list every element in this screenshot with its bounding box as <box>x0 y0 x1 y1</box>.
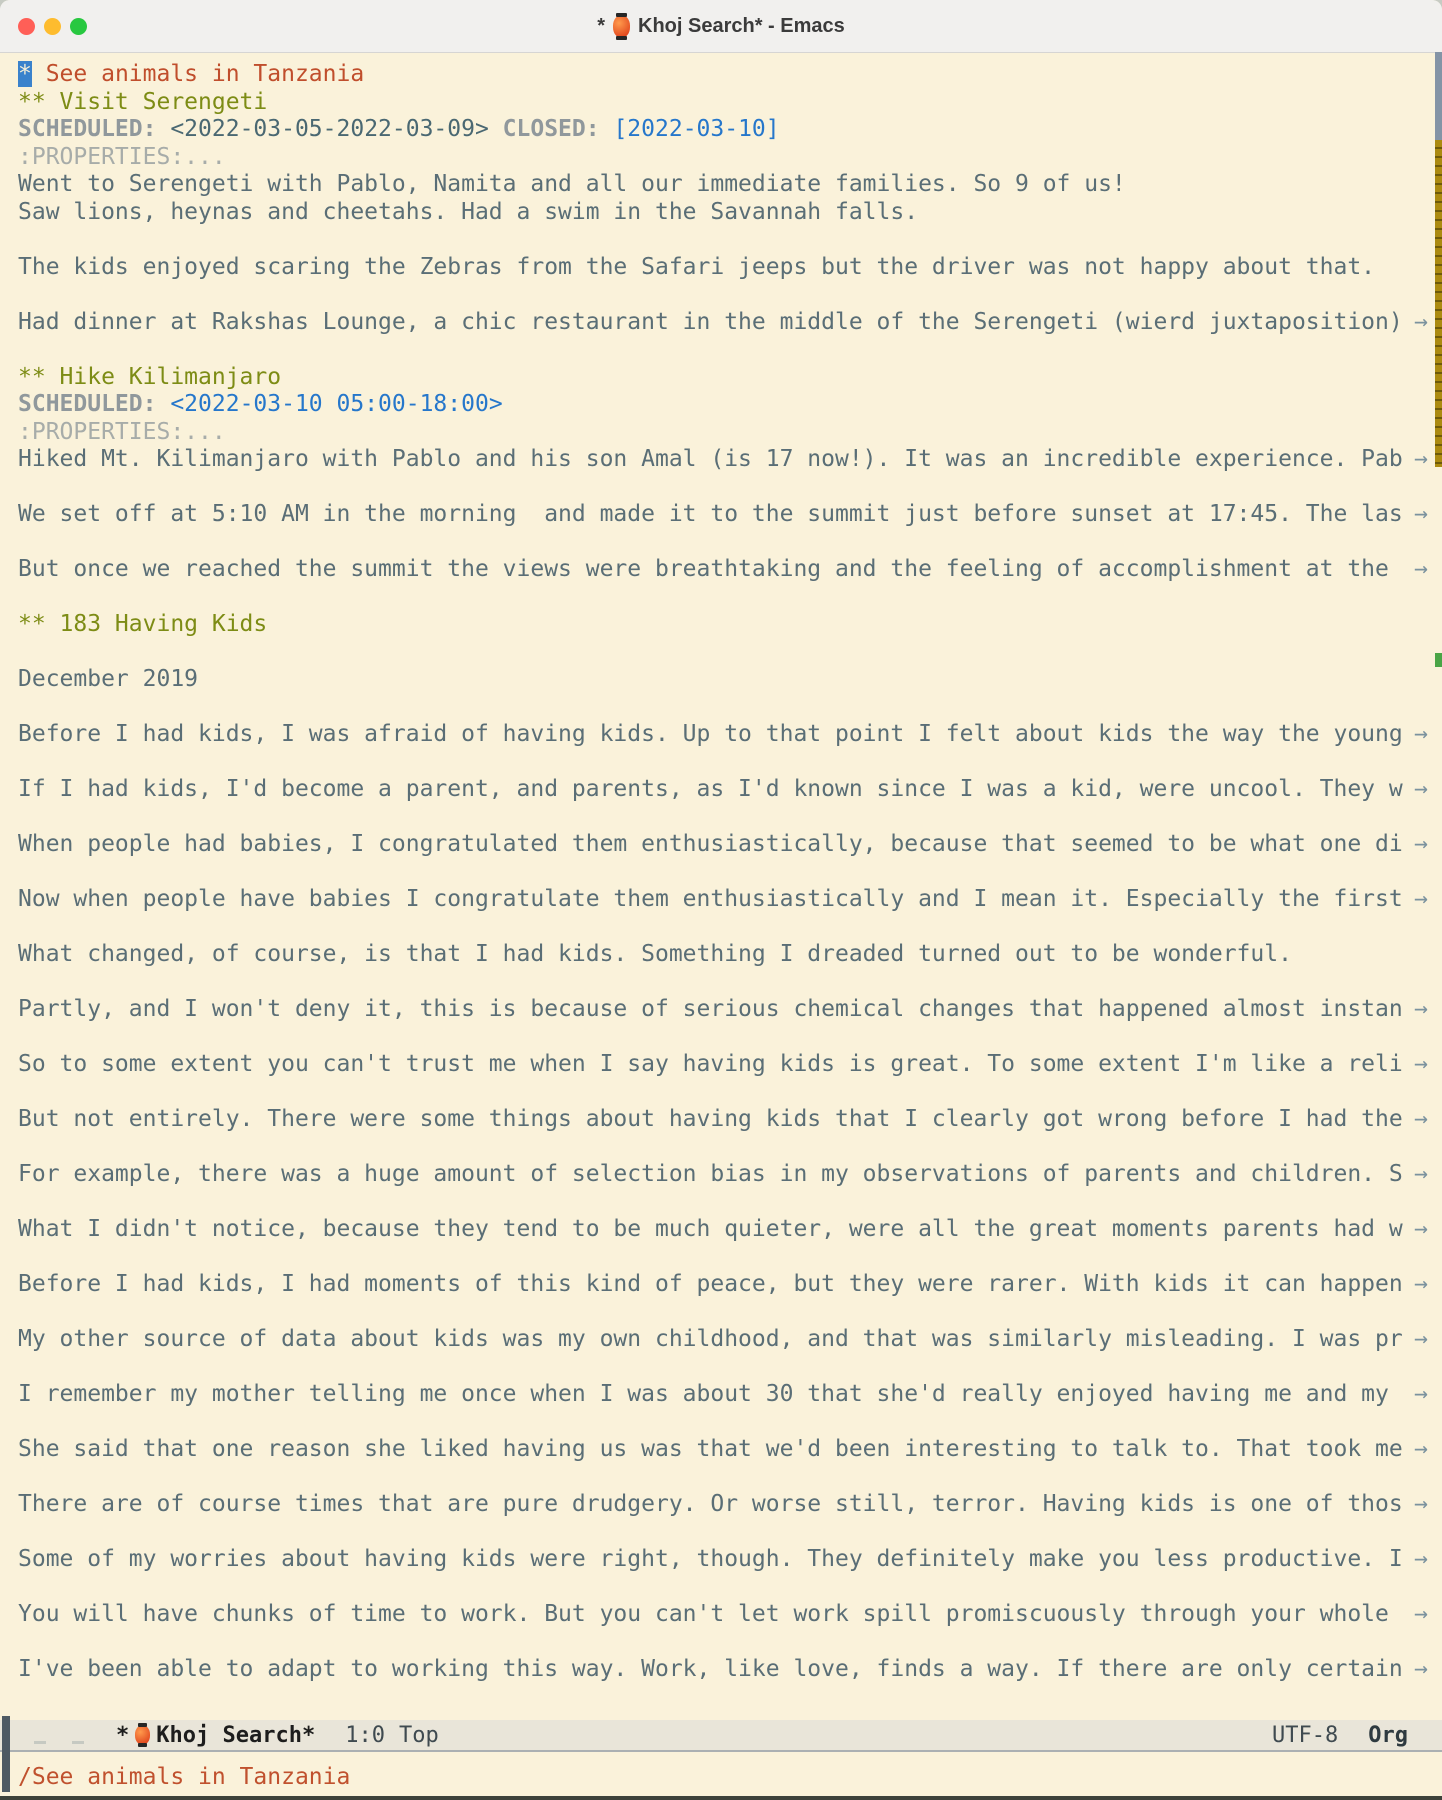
truncation-arrow-icon: → <box>1414 1436 1428 1462</box>
truncation-arrow-icon: → <box>1414 1161 1428 1187</box>
line-text <box>18 1106 1414 1134</box>
line-text <box>18 1024 1428 1052</box>
buffer-blank-line[interactable] <box>18 1244 1442 1272</box>
line-text <box>18 1354 1428 1382</box>
minimize-button[interactable] <box>44 18 61 35</box>
line-text <box>18 501 1414 529</box>
buffer-line-body[interactable] <box>18 556 1442 584</box>
buffer-blank-line[interactable] <box>18 804 1442 832</box>
line-text <box>18 1491 1414 1519</box>
text-segment-body: If I had kids, I'd become a parent, and parents, as I'd known since I was a kid, were uncool. They w <box>18 776 1403 802</box>
line-text <box>18 419 1428 447</box>
zoom-button[interactable] <box>70 18 87 35</box>
buffer-line-planning[interactable] <box>18 116 1442 144</box>
line-text <box>18 254 1428 282</box>
line-text <box>18 639 1428 667</box>
line-text <box>18 969 1428 997</box>
line-text <box>18 336 1428 364</box>
modeline-buffer-name[interactable] <box>116 1723 315 1748</box>
text-segment-ts: <2022-03-05-2022-03-09> <box>156 116 503 142</box>
line-text <box>18 61 1428 89</box>
buffer-line-h2[interactable] <box>18 364 1442 392</box>
buffer-line-h2[interactable] <box>18 611 1442 639</box>
line-text <box>18 1244 1428 1272</box>
line-text <box>18 391 1428 419</box>
buffer-line-body[interactable] <box>18 446 1442 474</box>
buffer-blank-line[interactable] <box>18 1409 1442 1437</box>
line-text <box>18 694 1428 722</box>
buffer-line-body[interactable] <box>18 666 1442 694</box>
truncation-arrow-icon: → <box>1414 1491 1428 1517</box>
buffer-blank-line[interactable] <box>18 1134 1442 1162</box>
buffer-line-body[interactable] <box>18 199 1442 227</box>
line-text <box>18 171 1428 199</box>
buffer-line-h1[interactable] <box>18 61 1442 89</box>
truncation-arrow-icon: → <box>1414 1106 1428 1132</box>
text-segment-body: My other source of data about kids was my own childhood, and that was similarly misleading. I was pr <box>18 1326 1403 1352</box>
buffer-line-body[interactable] <box>18 941 1442 969</box>
line-text <box>18 556 1414 584</box>
text-segment-body: Partly, and I won't deny it, this is because of serious chemical changes that happened almost instan <box>18 996 1403 1022</box>
line-text <box>18 474 1428 502</box>
window-title-prefix: * <box>597 14 606 37</box>
text-segment-body: Before I had kids, I had moments of this kind of peace, but they were rarer. With kids it can happen <box>18 1271 1403 1297</box>
window-title <box>597 15 845 38</box>
line-text <box>18 1134 1428 1162</box>
buffer-blank-line[interactable] <box>18 1629 1442 1657</box>
line-text <box>18 144 1428 172</box>
buffer-line-body[interactable] <box>18 996 1442 1024</box>
buffer-line-body[interactable] <box>18 171 1442 199</box>
text-segment-body: For example, there was a huge amount of selection bias in my observations of parents and children. S <box>18 1161 1403 1187</box>
truncation-arrow-icon: → <box>1414 446 1428 472</box>
line-text <box>18 309 1414 337</box>
text-segment-body: There are of course times that are pure drudgery. Or worse still, terror. Having kids is one of thos <box>18 1491 1403 1517</box>
buffer-blank-line[interactable] <box>18 914 1442 942</box>
buffer-blank-line[interactable] <box>18 474 1442 502</box>
text-segment-body: Hiked Mt. Kilimanjaro with Pablo and his son Amal (is 17 now!). It was an incredible experience. Pab <box>18 446 1403 472</box>
line-text <box>18 1161 1414 1189</box>
line-text <box>18 721 1414 749</box>
text-segment-kw: SCHEDULED: <box>18 116 157 142</box>
line-text <box>18 1546 1414 1574</box>
scrollbar-thumb[interactable] <box>1435 52 1442 140</box>
buffer-blank-line[interactable] <box>18 1354 1442 1382</box>
text-segment-body: Had dinner at Rakshas Lounge, a chic restaurant in the middle of the Serengeti (wierd juxtaposition) <box>18 308 1403 335</box>
buffer-line-props[interactable] <box>18 144 1442 172</box>
line-text <box>18 281 1428 309</box>
line-text <box>18 584 1428 612</box>
line-text <box>18 116 1428 144</box>
line-text <box>18 1189 1428 1217</box>
text-segment-body: She said that one reason she liked having us was that we'd been interesting to talk to. That took me <box>18 1436 1403 1462</box>
line-text <box>18 1051 1414 1079</box>
lantern-icon <box>135 1725 150 1745</box>
titlebar[interactable] <box>0 0 1442 53</box>
line-text <box>18 749 1428 777</box>
buffer-blank-line[interactable] <box>18 1464 1442 1492</box>
line-text <box>18 1271 1414 1299</box>
truncation-arrow-icon: → <box>1414 1216 1428 1242</box>
text-segment-body: We set off at 5:10 AM in the morning and made it to the summit just before sunset at 17:45. The las <box>18 501 1403 527</box>
buffer-blank-line[interactable] <box>18 1299 1442 1327</box>
buffer-line-props[interactable] <box>18 419 1442 447</box>
buffer-line-body[interactable] <box>18 254 1442 282</box>
line-text <box>18 199 1428 227</box>
line-text <box>18 529 1428 557</box>
buffer-blank-line[interactable] <box>18 529 1442 557</box>
text-segment-kw: SCHEDULED: <box>18 391 157 417</box>
text-segment-body: What changed, of course, is that I had kids. Something I dreaded turned out to be wonderful. <box>18 941 1292 967</box>
traffic-lights <box>18 0 87 52</box>
buffer-line-body[interactable] <box>18 776 1442 804</box>
truncation-arrow-icon: → <box>1414 1271 1428 1297</box>
buffer-line-body[interactable] <box>18 831 1442 859</box>
buffer-line-body[interactable] <box>18 1051 1442 1079</box>
line-text <box>18 1381 1414 1409</box>
line-text <box>18 1436 1414 1464</box>
text-segment-body: Before I had kids, I was afraid of having kids. Up to that point I felt about kids the way the young <box>18 721 1403 747</box>
line-text <box>18 886 1414 914</box>
modeline-cursor-position: 1:0 <box>345 1722 385 1748</box>
line-text <box>18 611 1428 639</box>
modeline-scroll-position: Top <box>398 1722 439 1748</box>
buffer-blank-line[interactable] <box>18 281 1442 309</box>
text-segment-body: So to some extent you can't trust me when I say having kids is great. To some extent I'm like a reli <box>18 1051 1403 1077</box>
text-segment-props: :PROPERTIES:... <box>18 143 226 170</box>
modeline-buffer-name-text: Khoj Search* <box>156 1722 316 1748</box>
minibuffer-left-bar <box>2 1716 10 1792</box>
truncation-arrow-icon: → <box>1414 886 1428 912</box>
text-segment-body: Some of my worries about having kids were right, though. They definitely make you less productive. I <box>18 1546 1403 1572</box>
line-text <box>18 1079 1428 1107</box>
text-cursor: * <box>18 61 32 87</box>
truncation-arrow-icon: → <box>1414 721 1428 747</box>
truncation-arrow-icon: → <box>1414 1601 1428 1627</box>
line-text <box>18 666 1428 694</box>
line-text <box>18 226 1428 254</box>
org-buffer[interactable] <box>0 53 1442 1720</box>
text-segment-body: When people had babies, I congratulated them enthusiastically, because that seemed to be what one di <box>18 831 1403 857</box>
text-segment-body: Went to Serengeti with Pablo, Namita and all our immediate families. So 9 of us! <box>18 171 1126 197</box>
buffer-blank-line[interactable] <box>18 639 1442 667</box>
text-segment-body: Saw lions, heynas and cheetahs. Had a swim in the Savannah falls. <box>18 198 919 225</box>
truncation-arrow-icon: → <box>1414 996 1428 1022</box>
text-segment-h2: ** Visit Serengeti <box>18 88 268 115</box>
line-text <box>18 89 1428 117</box>
line-text <box>18 364 1428 392</box>
truncation-arrow-icon: → <box>1414 1381 1428 1407</box>
modeline-buffer-name-prefix: * <box>116 1722 130 1748</box>
truncation-arrow-icon: → <box>1414 308 1428 335</box>
modeline-dash <box>72 1741 84 1744</box>
window-bottom-edge <box>0 1796 1442 1800</box>
buffer-blank-line[interactable] <box>18 859 1442 887</box>
text-segment-tsb: [2022-03-10] <box>599 116 780 142</box>
line-text <box>18 1326 1414 1354</box>
truncation-arrow-icon: → <box>1414 1546 1428 1572</box>
buffer-blank-line[interactable] <box>18 1079 1442 1107</box>
text-segment-kw: CLOSED: <box>502 116 600 142</box>
buffer-blank-line[interactable] <box>18 584 1442 612</box>
line-text <box>18 1574 1428 1602</box>
buffer-blank-line[interactable] <box>18 1024 1442 1052</box>
text-segment-h1: See animals in Tanzania <box>31 61 365 87</box>
buffer-line-body[interactable] <box>18 1106 1442 1134</box>
text-segment-h2: ** Hike Kilimanjaro <box>18 363 282 390</box>
buffer-line-body[interactable] <box>18 309 1442 337</box>
scrollbar-marks-olive <box>1435 140 1442 467</box>
text-segment-body: I remember my mother telling me once when I was about 30 that she'd really enjoyed having me and my <box>18 1381 1403 1407</box>
modeline-dash <box>34 1741 46 1744</box>
buffer-line-body[interactable] <box>18 1601 1442 1629</box>
buffer-line-body[interactable] <box>18 1326 1442 1354</box>
buffer-line-planning[interactable] <box>18 391 1442 419</box>
buffer-blank-line[interactable] <box>18 749 1442 777</box>
buffer-line-body[interactable] <box>18 1546 1442 1574</box>
buffer-blank-line[interactable] <box>18 1519 1442 1547</box>
text-segment-body: Now when people have babies I congratulate them enthusiastically and I mean it. Especially the first <box>18 886 1403 912</box>
line-text <box>18 1299 1428 1327</box>
buffer-line-h2[interactable] <box>18 89 1442 117</box>
buffer-line-body[interactable] <box>18 1436 1442 1464</box>
buffer-line-body[interactable] <box>18 1656 1442 1684</box>
line-text <box>18 804 1428 832</box>
buffer-line-body[interactable] <box>18 886 1442 914</box>
truncation-arrow-icon: → <box>1414 1051 1428 1077</box>
line-text <box>18 446 1414 474</box>
line-text <box>18 1464 1428 1492</box>
line-text <box>18 1409 1428 1437</box>
close-button[interactable] <box>18 18 35 35</box>
text-segment-tsb: <2022-03-10 05:00-18:00> <box>156 391 503 417</box>
buffer-line-body[interactable] <box>18 1271 1442 1299</box>
truncation-arrow-icon: → <box>1414 831 1428 857</box>
line-text <box>18 914 1428 942</box>
modeline-encoding[interactable]: UTF-8 <box>1272 1722 1339 1748</box>
line-text <box>18 776 1414 804</box>
buffer-line-body[interactable] <box>18 1161 1442 1189</box>
line-text <box>18 996 1414 1024</box>
truncation-arrow-icon: → <box>1414 501 1428 527</box>
text-segment-h2: ** 183 Having Kids <box>18 611 268 637</box>
modeline-major-mode[interactable]: Org <box>1368 1722 1408 1748</box>
window-title-text: Khoj Search* - Emacs <box>638 14 845 37</box>
buffer-line-body[interactable] <box>18 721 1442 749</box>
buffer-line-body[interactable] <box>18 1491 1442 1519</box>
buffer-blank-line[interactable] <box>18 1189 1442 1217</box>
buffer-blank-line[interactable] <box>18 336 1442 364</box>
buffer-blank-line[interactable] <box>18 226 1442 254</box>
text-segment-body: But once we reached the summit the views were breathtaking and the feeling of accomplishment at the <box>18 556 1403 582</box>
buffer-line-body[interactable] <box>18 1216 1442 1244</box>
line-text <box>18 1629 1428 1657</box>
line-text <box>18 941 1428 969</box>
text-segment-body: I've been able to adapt to working this way. Work, like love, finds a way. If there are only certain <box>18 1656 1403 1682</box>
truncation-arrow-icon: → <box>1414 1656 1428 1682</box>
text-segment-body: You will have chunks of time to work. But you can't let work spill promiscuously through your whole <box>18 1601 1403 1627</box>
minibuffer-input[interactable]: /See animals in Tanzania <box>0 1752 1442 1796</box>
buffer-blank-line[interactable] <box>18 1574 1442 1602</box>
line-text <box>18 1216 1414 1244</box>
truncation-arrow-icon: → <box>1414 776 1428 802</box>
buffer-line-body[interactable] <box>18 1381 1442 1409</box>
text-segment-body: The kids enjoyed scaring the Zebras from the Safari jeeps but the driver was not happy about that. <box>18 253 1376 280</box>
line-text <box>18 859 1428 887</box>
buffer-blank-line[interactable] <box>18 694 1442 722</box>
truncation-arrow-icon: → <box>1414 1326 1428 1352</box>
text-segment-body: But not entirely. There were some things about having kids that I clearly got wrong before I had the <box>18 1106 1403 1132</box>
modeline[interactable] <box>0 1720 1442 1752</box>
text-segment-props: :PROPERTIES:... <box>18 418 226 445</box>
line-text <box>18 1601 1414 1629</box>
buffer-blank-line[interactable] <box>18 969 1442 997</box>
line-text <box>18 1656 1414 1684</box>
truncation-arrow-icon: → <box>1414 556 1428 582</box>
text-segment-body: What I didn't notice, because they tend to be much quieter, were all the great moments parents had w <box>18 1216 1403 1242</box>
scrollbar-mark-green <box>1435 653 1442 667</box>
lantern-icon <box>613 15 630 38</box>
line-text <box>18 1519 1428 1547</box>
text-segment-body: December 2019 <box>18 666 199 692</box>
line-text <box>18 831 1414 859</box>
buffer-line-body[interactable] <box>18 501 1442 529</box>
